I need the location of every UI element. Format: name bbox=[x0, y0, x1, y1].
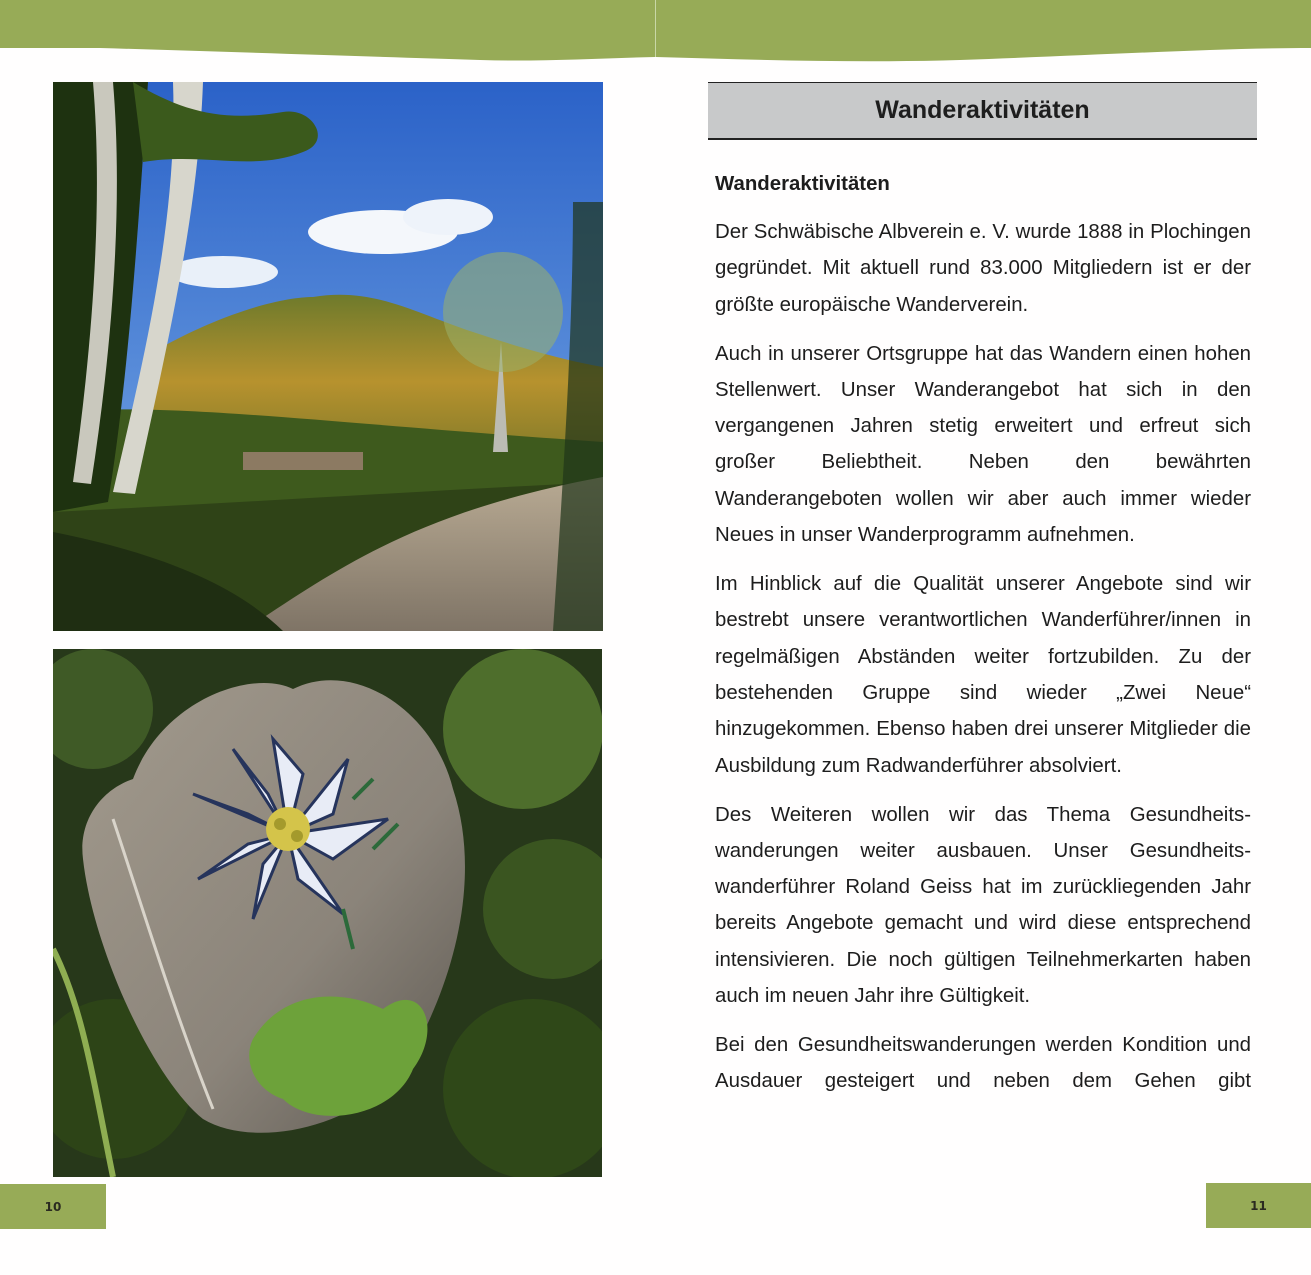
photo-edelweiss-stone bbox=[53, 649, 602, 1177]
paragraph-5: Bei den Gesundheitswanderungen werden Kondition und Ausdauer gesteigert und neben dem Gehen gibt bbox=[715, 1033, 1251, 1093]
section-title: Wanderaktivitäten bbox=[875, 96, 1090, 124]
article-subheading: Wanderaktivitäten bbox=[715, 173, 890, 195]
paragraph-4: Des Weiteren wollen wir das Thema Gesundheitswanderungen weiter ausbauen. Unser Gesundheitswanderführer Roland Geiss hat im zurückliegenden Jahr bereits Angebote gemacht und wird diese entsprechend intensivieren. Die noch gültigen Teilnehmerkarten haben auch im neuen Jahr ihre Gültigkeit. bbox=[715, 803, 1251, 1007]
page-number-left: 10 bbox=[0, 1184, 106, 1229]
page-number-right: 11 bbox=[1206, 1183, 1311, 1228]
paragraph-1: Der Schwäbische Albverein e. V. wurde 1888 in Plochingen gegründet. Mit aktuell rund 83.000 Mitgliedern ist er der größte europäische Wanderverein. bbox=[715, 221, 1251, 316]
article-body bbox=[715, 166, 1251, 1100]
paragraph-2: Auch in unserer Ortsgruppe hat das Wandern einen hohen Stellenwert. Unser Wanderangebot hat sich in den vergangenen Jahren stetig erweitert und erfreut sich großer Beliebtheit. Neben den bewährten Wanderangeboten wollen wir aber auch immer wieder Neues in unser Wanderprogramm aufnehmen. bbox=[715, 342, 1251, 547]
section-title-bar bbox=[708, 82, 1257, 140]
page-gutter-line bbox=[655, 0, 656, 57]
photo-forest-path bbox=[53, 82, 603, 631]
paragraph-3: Im Hinblick auf die Qualität unserer Angebote sind wir bestrebt unsere verantwortlichen Wanderführer/innen in regelmäßigen Abständen weiter fortzubilden. Zu der bestehenden Gruppe sind wieder „Zwei Neue“ hinzugekommen. Ebenso haben drei unserer Mitglieder die Ausbildung zum Radwanderführer absolviert. bbox=[715, 573, 1251, 777]
